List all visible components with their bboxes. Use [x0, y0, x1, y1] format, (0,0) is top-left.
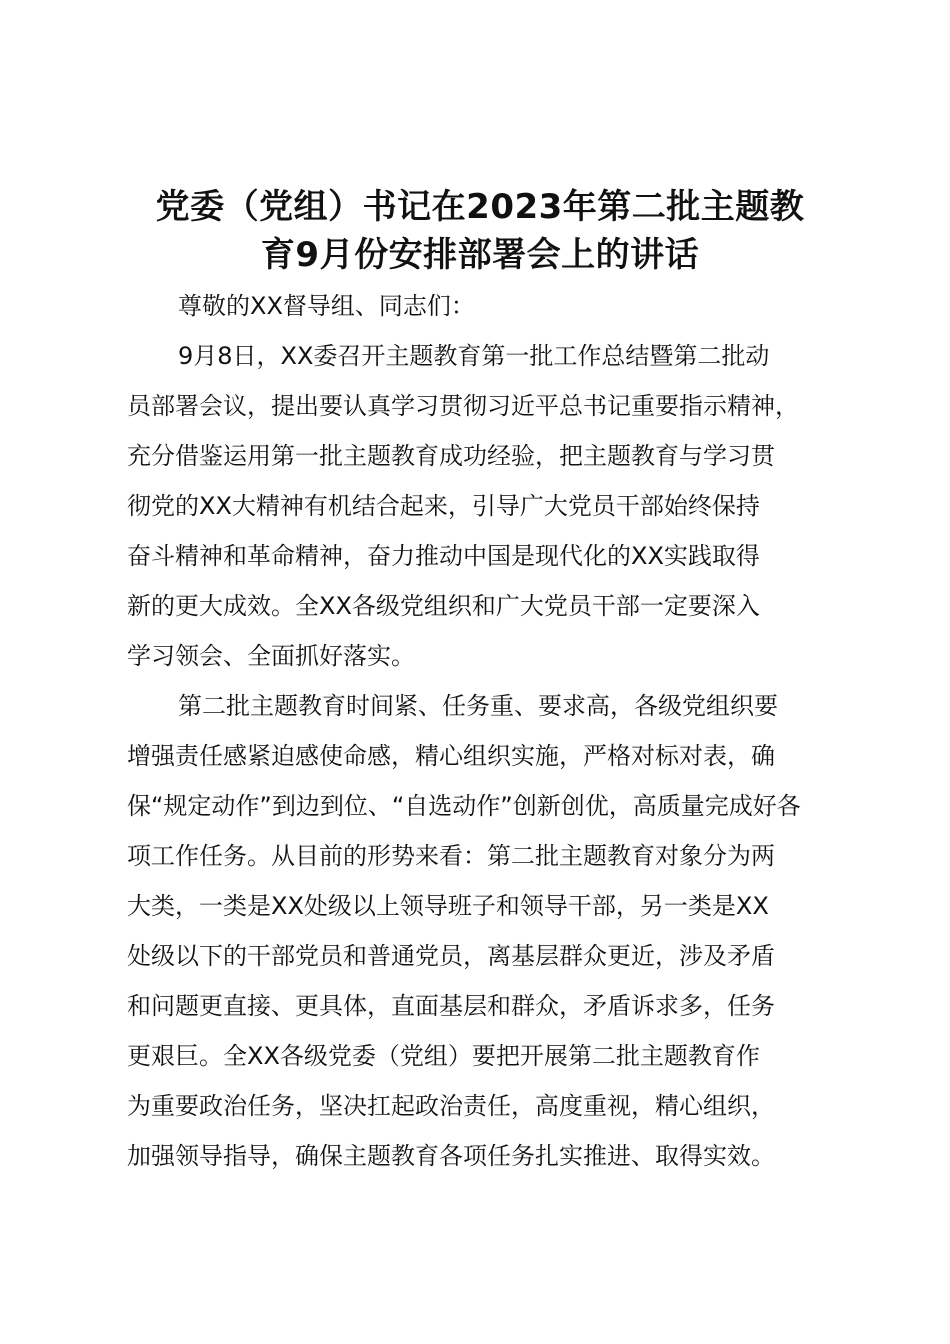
paragraph-line: 奋斗精神和革命精神，奋力推动中国是现代化的XX实践取得 [127, 542, 760, 570]
paragraph-1 [127, 331, 842, 681]
paragraph-2 [127, 681, 842, 1181]
paragraph-line: 增强责任感紧迫感使命感，精心组织实施，严格对标对表，确 [127, 742, 775, 770]
paragraph-line: 大类，一类是XX处级以上领导班子和领导干部，另一类是XX [127, 892, 769, 920]
paragraph-line: 加强领导指导，确保主题教育各项任务扎实推进、取得实效。 [127, 1142, 775, 1170]
paragraph-line: 项工作任务。从目前的形势来看：第二批主题教育对象分为两 [127, 842, 775, 870]
paragraph-line: 彻党的XX大精神有机结合起来，引导广大党员干部始终保持 [127, 492, 760, 520]
salutation: 尊敬的XX督导组、同志们： [178, 292, 475, 320]
paragraph-line: 处级以下的干部党员和普通党员，离基层群众更近，涉及矛盾 [127, 942, 775, 970]
paragraph-line: 和问题更直接、更具体，直面基层和群众，矛盾诉求多，任务 [127, 992, 775, 1020]
paragraph-line: 学习领会、全面抓好落实。 [127, 642, 415, 670]
paragraph-line: 新的更大成效。全XX各级党组织和广大党员干部一定要深入 [127, 592, 760, 620]
paragraph-line: 第二批主题教育时间紧、任务重、要求高，各级党组织要 [178, 692, 778, 720]
page-title [120, 183, 840, 279]
paragraph-line: 充分借鉴运用第一批主题教育成功经验，把主题教育与学习贯 [127, 442, 775, 470]
paragraph-line: 9月8日，XX委召开主题教育第一批工作总结暨第二批动 [178, 342, 770, 370]
title-line: 育9月份安排部署会上的讲话 [260, 235, 700, 275]
title-line: 党委（党组）书记在2023年第二批主题教 [155, 187, 805, 227]
paragraph-line: 员部署会议，提出要认真学习贯彻习近平总书记重要指示精神， [127, 392, 799, 420]
paragraph-line: 为重要政治任务，坚决扛起政治责任，高度重视，精心组织， [127, 1092, 775, 1120]
paragraph-line: 更艰巨。全XX各级党委（党组）要把开展第二批主题教育作 [127, 1042, 760, 1070]
document-body [127, 281, 842, 1181]
paragraph-line: 保“规定动作”到边到位、“自选动作”创新创优，高质量完成好各 [127, 792, 801, 820]
